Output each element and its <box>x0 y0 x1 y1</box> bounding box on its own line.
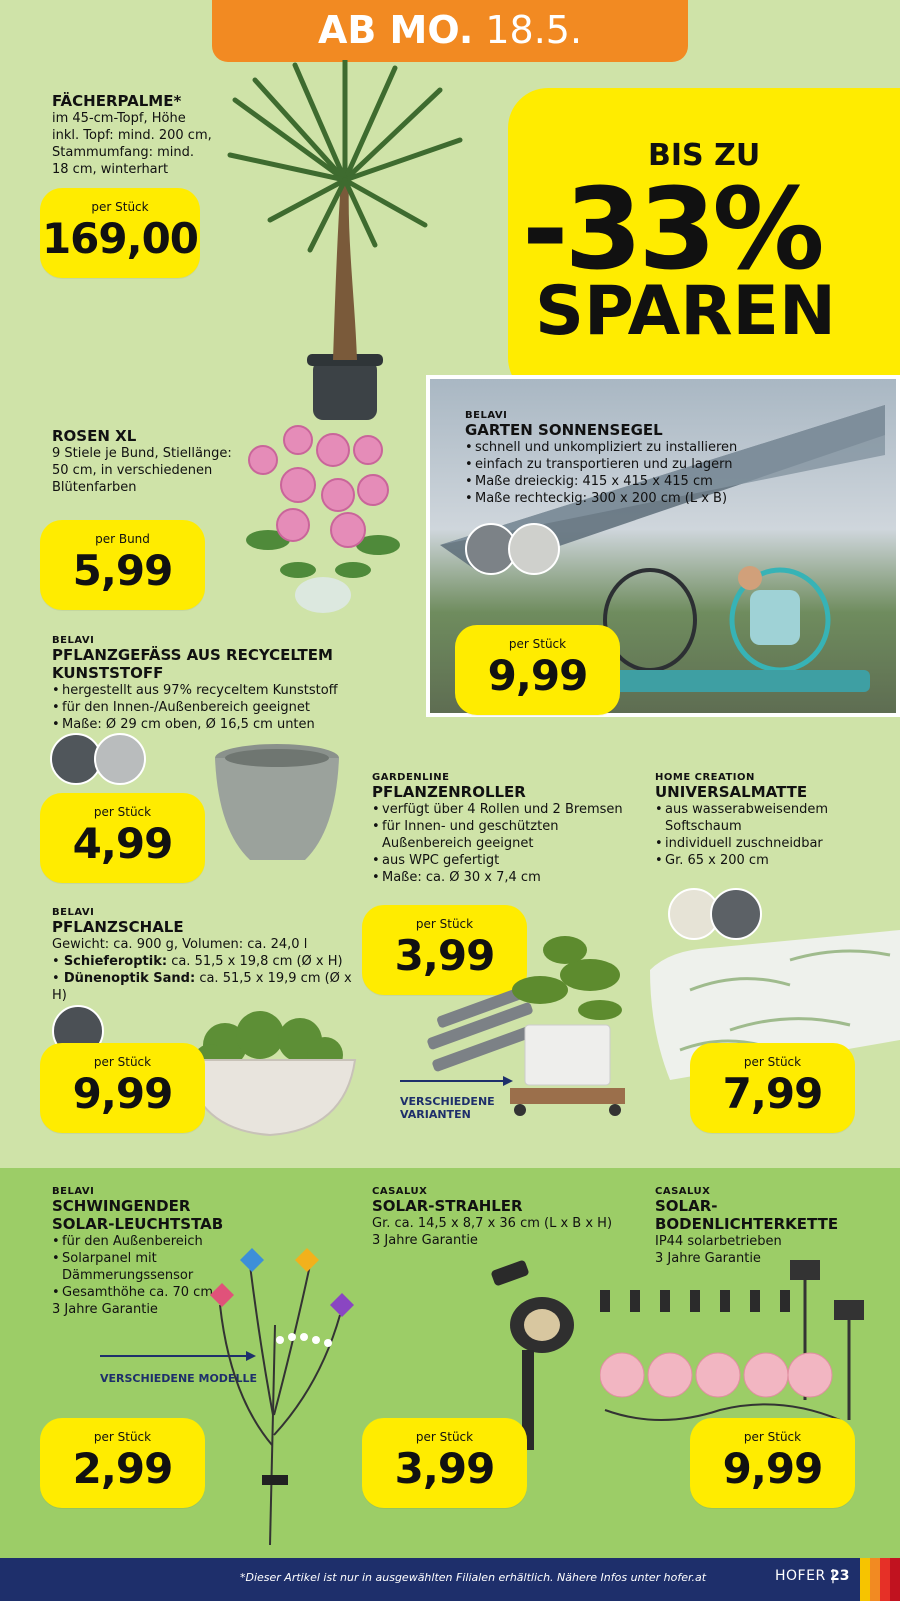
warranty-text: 3 Jahre Garantie <box>52 1302 158 1317</box>
product-lichterkette <box>655 1186 895 1267</box>
product-desc-3: Stammumfang: mind. <box>52 145 194 160</box>
promo-line-1: BIS ZU <box>648 138 761 173</box>
variants-note: VERSCHIEDENE VARIANTEN <box>400 1095 495 1121</box>
price-tag-rosen <box>40 520 205 610</box>
product-features <box>52 682 422 733</box>
product-features <box>655 801 855 869</box>
price-unit: per Stück <box>743 1430 802 1444</box>
product-desc: Gewicht: ca. 900 g, Volumen: ca. 24,0 l <box>52 937 308 952</box>
brand-stripe-red <box>880 1558 890 1601</box>
price-value: 5,99 <box>72 546 173 595</box>
feature-item: • Maße dreieckig: 415 x 415 x 415 cm <box>465 473 755 490</box>
price-tag-schale <box>40 1043 205 1133</box>
color-swatch-lightgrey <box>94 733 146 785</box>
feature-item: • verfügt über 4 Rollen und 2 Bremsen <box>372 801 637 818</box>
price-tag-palme <box>40 188 200 278</box>
product-desc-4: 18 cm, winterhart <box>52 162 169 177</box>
product-roller <box>372 772 637 886</box>
date-banner <box>212 0 688 62</box>
promo-line-3: SPAREN <box>535 272 836 351</box>
price-unit: per Bund <box>95 532 150 546</box>
price-tag-lichterkette <box>690 1418 855 1508</box>
price-value: 3,99 <box>394 1444 495 1493</box>
product-title: PFLANZSCHALE <box>52 918 184 936</box>
product-features <box>465 439 755 507</box>
date-value: 18.5. <box>485 8 583 52</box>
price-tag-segel <box>455 625 620 715</box>
brand-stripe-orange <box>870 1558 880 1601</box>
price-value: 4,99 <box>72 819 173 868</box>
feature-item: • Gr. 65 x 200 cm <box>655 852 855 869</box>
feature-item: • individuell zuschneidbar <box>655 835 855 852</box>
product-matte <box>655 772 855 869</box>
product-brand: CASALUX <box>372 1186 428 1197</box>
feature-item: • für den Innen-/Außenbereich geeignet <box>52 699 422 716</box>
product-brand: BELAVI <box>465 410 508 421</box>
price-unit: per Stück <box>508 637 567 651</box>
product-title: ROSEN XL <box>52 427 137 445</box>
product-strahler <box>372 1186 632 1249</box>
price-unit: per Stück <box>93 1430 152 1444</box>
product-title: GARTEN SONNENSEGEL <box>465 421 663 439</box>
feature-item: • Maße rechteckig: 300 x 200 cm (L x B) <box>465 490 755 507</box>
date-prefix: AB MO. <box>317 8 474 52</box>
price-unit: per Stück <box>91 200 149 214</box>
product-brand: BELAVI <box>52 635 95 646</box>
price-value: 9,99 <box>722 1444 823 1493</box>
product-option-1: • Schieferoptik: ca. 51,5 x 19,8 cm (Ø x H) <box>52 954 343 969</box>
price-value: 2,99 <box>72 1444 173 1493</box>
product-desc-2: 3 Jahre Garantie <box>655 1251 761 1266</box>
product-desc-3: Blütenfarben <box>52 480 137 495</box>
product-title: SOLAR-BODENLICHTERKETTE <box>655 1197 839 1233</box>
product-title: UNIVERSALMATTE <box>655 783 808 801</box>
price-value: 9,99 <box>72 1069 173 1118</box>
brand-stripe-darkred <box>890 1558 900 1601</box>
price-value: 7,99 <box>722 1069 823 1118</box>
price-unit: per Stück <box>743 1055 802 1069</box>
product-title: PFLANZENROLLER <box>372 783 526 801</box>
feature-item: • Gesamthöhe ca. 70 cm <box>52 1284 252 1301</box>
feature-item: • aus WPC gefertigt <box>372 852 637 869</box>
option-value: ca. 51,5 x 19,8 cm (Ø x H) <box>171 954 343 969</box>
product-brand: HOME CREATION <box>655 772 755 783</box>
product-desc-2: inkl. Topf: mind. 200 cm, <box>52 128 212 143</box>
feature-item: • Maße: ca. Ø 30 x 7,4 cm <box>372 869 637 886</box>
product-desc-1: 9 Stiele je Bund, Stiellänge: <box>52 446 232 461</box>
product-title: SOLAR-STRAHLER <box>372 1197 523 1215</box>
product-title-1: SCHWINGENDER <box>52 1197 191 1215</box>
price-value: 169,00 <box>41 214 199 263</box>
footer-brand: HOFER | <box>775 1568 836 1584</box>
product-option-2: • Dünenoptik Sand: ca. 51,5 x 19,9 cm (Ø x H) <box>52 971 352 1003</box>
product-brand: BELAVI <box>52 1186 95 1197</box>
product-desc-1: IP44 solarbetrieben <box>655 1234 782 1249</box>
product-brand: CASALUX <box>655 1186 711 1197</box>
feature-item: • aus wasserabweisendem Softschaum <box>655 801 855 835</box>
promo-discount: -33% <box>522 165 821 295</box>
arrow-right-icon <box>400 1075 515 1087</box>
solar-stake-image <box>200 1245 360 1545</box>
price-unit: per Stück <box>415 917 474 931</box>
price-value: 9,99 <box>487 651 588 700</box>
pot-image <box>210 740 345 875</box>
roses-image <box>238 420 408 620</box>
price-tag-strahler <box>362 1418 527 1508</box>
feature-item: • Maße: Ø 29 cm oben, Ø 16,5 cm unten <box>52 716 422 733</box>
option-label: Dünenoptik Sand: <box>63 971 196 986</box>
product-desc-2: 3 Jahre Garantie <box>372 1233 478 1248</box>
product-desc-2: 50 cm, in verschiedenen <box>52 463 213 478</box>
price-unit: per Stück <box>415 1430 474 1444</box>
feature-item: • schnell und unkompliziert zu installieren <box>465 439 755 456</box>
feature-item: • für den Außenbereich <box>52 1233 252 1250</box>
brand-stripe-yellow <box>860 1558 870 1601</box>
product-rosen <box>52 427 252 496</box>
price-tag-matte <box>690 1043 855 1133</box>
color-swatch-sand <box>508 523 560 575</box>
lounge-scene <box>590 560 890 700</box>
product-brand: GARDENLINE <box>372 772 450 783</box>
product-title: PFLANZGEFÄSS AUS RECYCELTEM KUNSTSTOFF <box>52 646 333 682</box>
price-unit: per Stück <box>93 805 152 819</box>
price-unit: per Stück <box>93 1055 152 1069</box>
product-features <box>372 801 637 886</box>
product-desc-1: Gr. ca. 14,5 x 8,7 x 36 cm (L x B x H) <box>372 1216 613 1231</box>
option-value: ca. 51,5 x 19,9 cm (Ø x H) <box>52 971 352 1003</box>
product-desc-1: im 45-cm-Topf, Höhe <box>52 111 186 126</box>
product-gefaess <box>52 635 422 733</box>
product-title-2: SOLAR-LEUCHTSTAB <box>52 1215 224 1233</box>
footer-disclaimer: *Dieser Artikel ist nur in ausgewählten Filialen erhältlich. Nähere Infos unter hofer.at <box>240 1571 707 1584</box>
page-number: 23 <box>830 1568 850 1584</box>
product-schale <box>52 907 352 1004</box>
product-segel <box>465 410 755 507</box>
product-title: FÄCHERPALME* <box>52 92 182 110</box>
price-tag-leuchtstab <box>40 1418 205 1508</box>
price-tag-gefaess <box>40 793 205 883</box>
models-note: VERSCHIEDENE MODELLE <box>100 1372 257 1385</box>
feature-item: • Solarpanel mit Dämmerungssensor <box>52 1250 252 1284</box>
option-label: Schieferoptik: <box>63 954 168 969</box>
feature-item: • hergestellt aus 97% recyceltem Kunststoff <box>52 682 422 699</box>
feature-item: • einfach zu transportieren und zu lagern <box>465 456 755 473</box>
product-brand: BELAVI <box>52 907 95 918</box>
price-value: 3,99 <box>394 931 495 980</box>
feature-item: • für Innen- und geschützten Außenbereich geeignet <box>372 818 637 852</box>
